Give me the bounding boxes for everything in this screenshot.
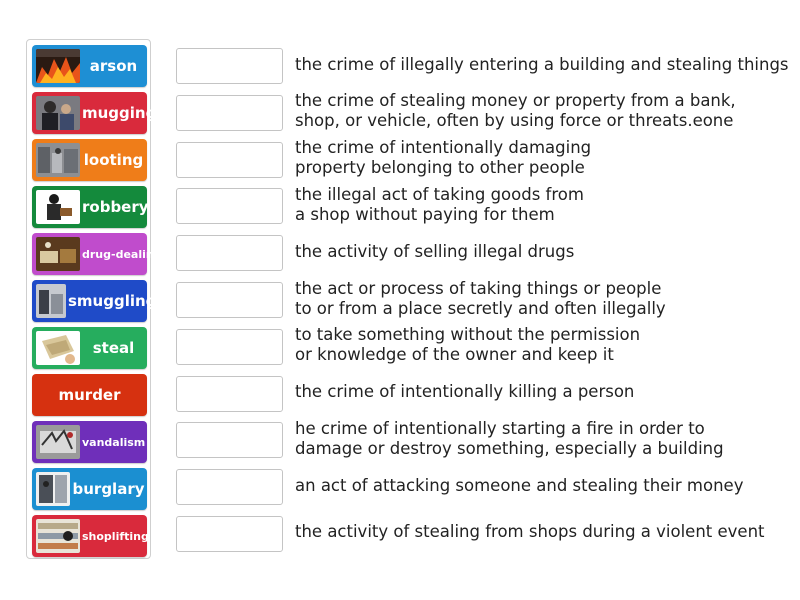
tile-label: shoplifting [82,529,149,543]
drugs-photo-icon [36,237,80,271]
tile-steal[interactable] [32,327,147,369]
answer-slot[interactable] [176,282,283,318]
shop-photo-icon [36,519,80,553]
tile-drug-dealing[interactable] [32,233,162,275]
definition-line: damage or destroy something, especially a building [295,439,724,458]
tile-label: smuggling [68,292,157,310]
tile-arson[interactable] [32,45,147,87]
answer-slot[interactable] [176,329,283,365]
answer-tiles-panel [26,39,162,559]
robbery-photo-icon [36,190,80,224]
definition-line: the activity of stealing from shops during a violent event [295,522,765,541]
definition-text [295,382,785,402]
definition-line: the crime of illegally entering a building and stealing things [295,55,789,74]
answer-slot[interactable] [176,235,283,271]
tile-label: murder [58,386,121,404]
answer-slot[interactable] [176,376,283,412]
tile-label: robbery [82,198,149,216]
tile-label: drug-dealing [82,247,162,261]
tile-label: mugging [82,104,157,122]
definition-line: the crime of intentionally killing a person [295,382,635,401]
tile-robbery[interactable] [32,186,147,228]
answer-slot[interactable] [176,142,283,178]
tile-looting[interactable] [32,139,147,181]
definition-line: to or from a place secretly and often illegally [295,299,666,318]
tile-label: burglary [72,480,145,498]
tile-vandalism[interactable] [32,421,147,463]
tile-shoplifting[interactable] [32,515,147,557]
definition-text [295,325,785,365]
definition-text [295,419,785,459]
mugging-photo-icon [36,96,80,130]
answer-slot[interactable] [176,95,283,131]
definition-line: the crime of intentionally damaging [295,138,592,157]
definition-text [295,55,789,75]
answer-slot[interactable] [176,188,283,224]
tile-murder[interactable] [32,374,147,416]
answer-slot[interactable] [176,422,283,458]
definition-line: or knowledge of the owner and keep it [295,345,614,364]
answer-slot[interactable] [176,48,283,84]
definition-text [295,138,785,178]
tile-mugging[interactable] [32,92,157,134]
definition-line: an act of attacking someone and stealing their money [295,476,744,495]
tile-label: steal [92,339,135,357]
looting-photo-icon [36,143,80,177]
definition-text [295,522,785,542]
definition-line: he crime of intentionally starting a fire in order to [295,419,705,438]
definition-line: the illegal act of taking goods from [295,185,584,204]
definition-text [295,185,785,225]
fire-photo-icon [36,49,80,83]
definition-line: the activity of selling illegal drugs [295,242,575,261]
money-photo-icon [36,331,80,365]
burglary-photo-icon [36,472,70,506]
definition-line: the crime of stealing money or property from a bank, [295,91,736,110]
definition-text [295,242,785,262]
vandalism-photo-icon [36,425,80,459]
definition-line: the act or process of taking things or people [295,279,662,298]
definition-line: shop, or vehicle, often by using force or threats.eone [295,111,734,130]
tile-smuggling[interactable] [32,280,157,322]
definition-line: to take something without the permission [295,325,641,344]
definition-text [295,476,785,496]
tile-label: arson [89,57,138,75]
tile-burglary[interactable] [32,468,147,510]
tile-label: looting [83,151,144,169]
answer-slot[interactable] [176,469,283,505]
smuggling-photo-icon [36,284,66,318]
definition-line: a shop without paying for them [295,205,555,224]
tile-label: vandalism [82,435,146,449]
definition-text [295,91,785,131]
definition-text [295,279,785,319]
answer-slot[interactable] [176,516,283,552]
definition-line: property belonging to other people [295,158,585,177]
